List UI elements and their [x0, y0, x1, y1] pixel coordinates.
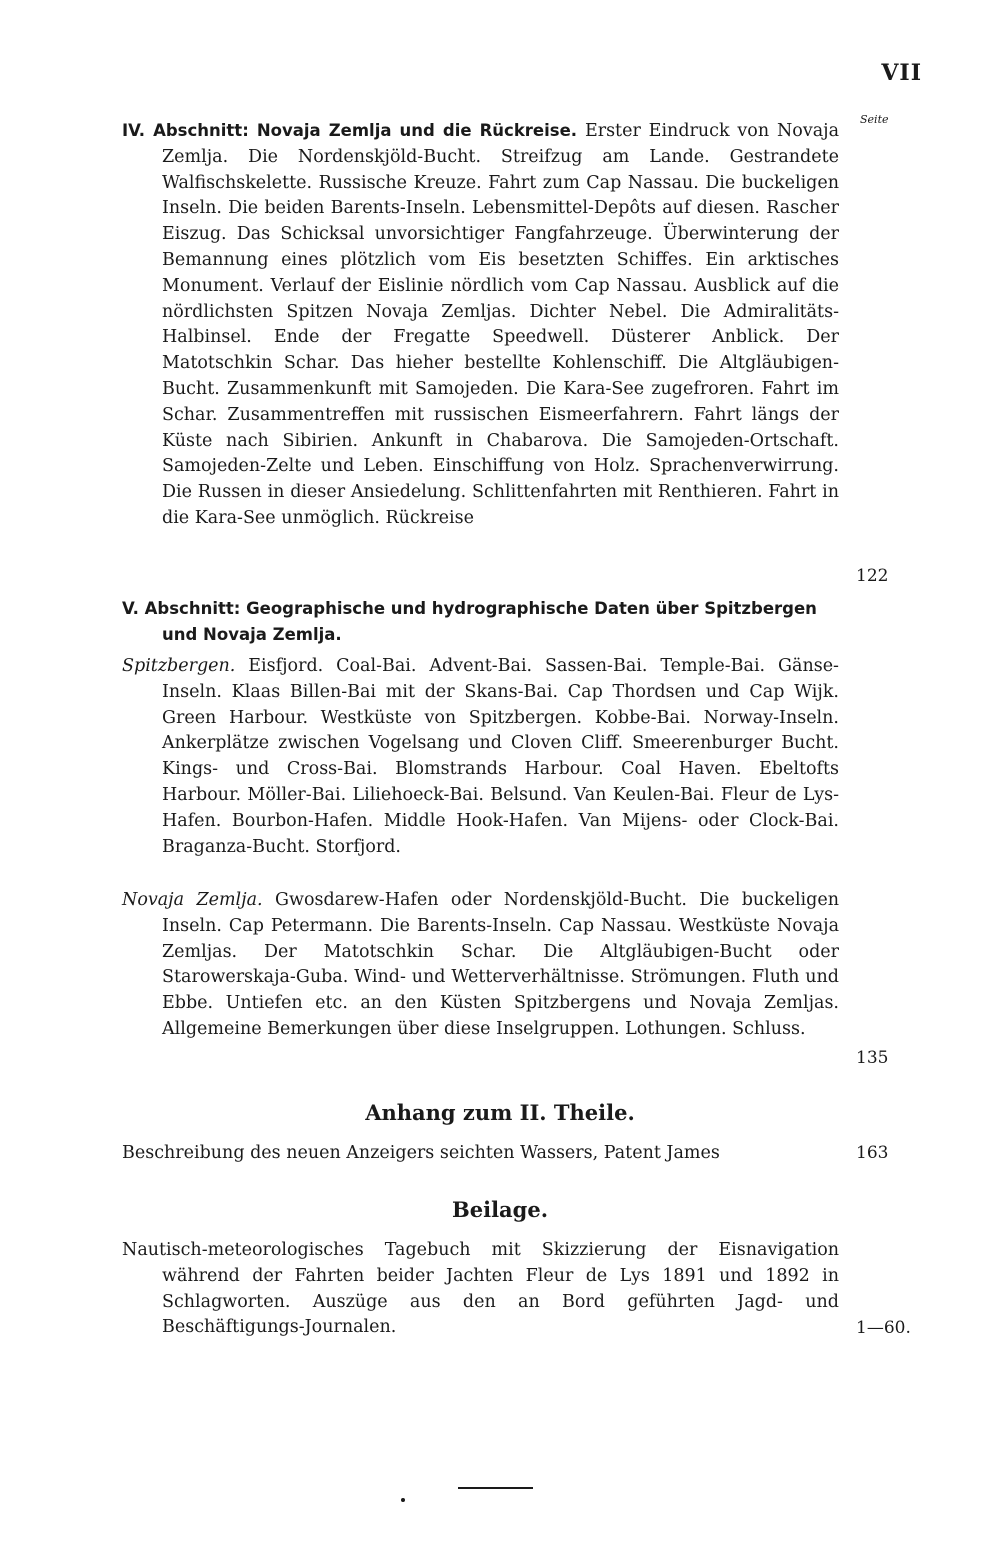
section-5-page: 135	[856, 1048, 889, 1068]
section-5-heading: V. Abschnitt: Geographische und hydrographische Daten über Spitzbergen und Novaja Zemlja.	[122, 599, 817, 644]
appendix-entry	[122, 1141, 842, 1167]
toc-entry-section-4	[122, 118, 839, 532]
page-column-label: Seite	[860, 113, 889, 126]
supplement-page: 1—60.	[856, 1318, 911, 1338]
page-number: VII	[881, 60, 922, 86]
spitzbergen-text: Eisfjord. Coal-Bai. Advent-Bai. Sassen-Bai. Temple-Bai. Gänse-Inseln. Klaas Billen-Bai mit der Skans-Bai. Cap Thordsen und Cap Wijk. Green Harbour. Westküste von Spitzbergen. Kobbe-Bai. Norway-Inseln. Ankerplätze zwischen Vogelsang und Cloven Cliff. Smeerenburger Bucht. Kings- und Cross-Bai. Blomstrands Harbour. Coal Haven. Ebeltofts Harbour. Möller-Bai. Liliehoeck-Bai. Belsund. Van Keulen-Bai. Fleur de Lys-Hafen. Bourbon-Hafen. Middle Hook-Hafen. Van Mijens- oder Clock-Bai. Braganza-Bucht. Storfjord.	[162, 656, 839, 857]
appendix-title: Anhang zum II. Theile.	[365, 1100, 635, 1125]
section-4-heading: IV. Abschnitt: Novaja Zemlja und die Rückreise.	[122, 121, 578, 140]
supplement-entry	[122, 1238, 839, 1341]
appendix-page: 163	[856, 1143, 889, 1163]
appendix-text: Beschreibung des neuen Anzeigers seichten Wassers, Patent James	[122, 1143, 720, 1163]
novaja-zemlja-text: Gwosdarew-Hafen oder Nordenskjöld-Bucht. Die buckeligen Inseln. Cap Petermann. Die Barents-Inseln. Cap Nassau. Westküste Novaja Zemljas. Der Matotschkin Schar. Die Altgläubigen-Bucht oder Starowerskaja-Guba. Wind- und Wetterverhältnisse. Strömungen. Fluth und Ebbe. Untiefen etc. an den Küsten Spitzbergens und Novaja Zemljas. Allgemeine Bemerkungen über diese Inselgruppen. Lothungen. Schluss.	[162, 890, 839, 1039]
section-4-text: Erster Eindruck von Novaja Zemlja. Die Nordenskjöld-Bucht. Streifzug am Lande. Gestrandete Walfischskelette. Russische Kreuze. Fahrt zum Cap Nassau. Die buckeligen Inseln. Die beiden Barents-Inseln. Lebensmittel-Depôts auf diesen. Rascher Eiszug. Das Schicksal unvorsichtiger Fangfahrzeuge. Überwinterung der Bemannung eines plötzlich vom Eis besetzten Schiffes. Ein arktisches Monument. Verlauf der Eislinie nördlich vom Cap Nassau. Ausblick auf die nördlichsten Spitzen Novaja Zemljas. Dichter Nebel. Die Admiralitäts-Halbinsel. Ende der Fregatte Speedwell. Düsterer Anblick. Der Matotschkin Schar. Das hieher bestellte Kohlenschiff. Die Altgläubigen-Bucht. Zusammenkunft mit Samojeden. Die Kara-See zugefroren. Fahrt im Schar. Zusammentreffen mit russischen Eismeerfahrern. Fahrt längs der Küste nach Sibirien. Ankunft in Chabarova. Die Samojeden-Ortschaft. Samojeden-Zelte und Leben. Einschiffung von Holz. Sprachenverwirrung. Die Russen in dieser Ansiedelung. Schlittenfahrten mit Renthieren. Fahrt in die Kara-See unmöglich. Rückreise	[162, 121, 839, 528]
stray-dot	[401, 1498, 405, 1502]
subsection-novaja-zemlja	[122, 888, 839, 1043]
section-4-page: 122	[856, 566, 889, 586]
subsection-spitzbergen	[122, 654, 839, 860]
toc-entry-section-5	[122, 596, 839, 648]
novaja-zemlja-lead: Novaja Zemlja.	[122, 890, 263, 910]
closing-rule	[458, 1487, 533, 1489]
supplement-title: Beilage.	[451, 1197, 549, 1222]
supplement-text: Nautisch-meteorologisches Tagebuch mit Skizzierung der Eisnavigation während der Fahrten beider Jachten Fleur de Lys 1891 und 1892 in Schlagworten. Auszüge aus den an Bord geführten Jagd- und Beschäftigungs-Journalen.	[122, 1240, 839, 1338]
spitzbergen-lead: Spitzbergen.	[122, 656, 236, 676]
